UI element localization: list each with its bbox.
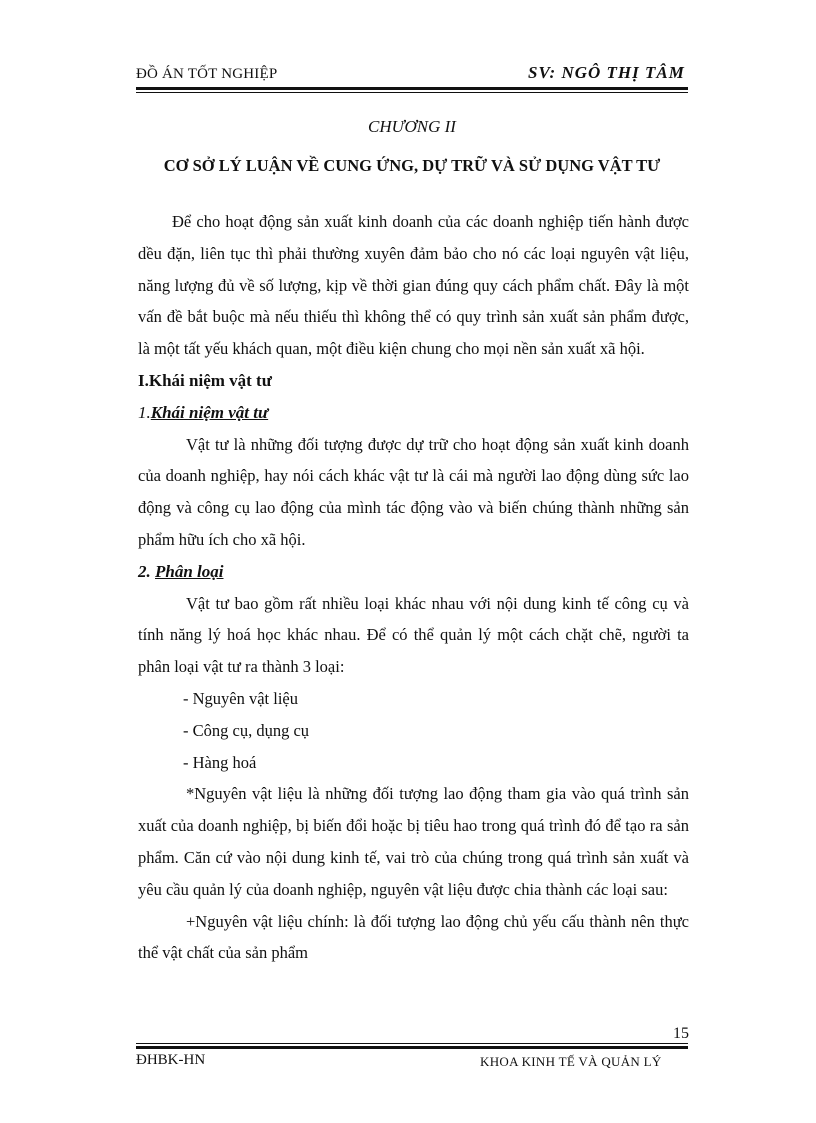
list-item: - Hàng hoá — [183, 752, 257, 772]
header-right-author: SV: NGÔ THỊ TÂM — [528, 63, 685, 82]
footer-rule-thin — [136, 1043, 688, 1044]
body-text — [138, 206, 689, 969]
subsection-number: 2. — [138, 561, 151, 581]
header-rule-thin — [136, 92, 688, 93]
list-item: - Nguyên vật liệu — [183, 688, 299, 708]
subsection-number: 1. — [138, 402, 151, 422]
page-number: 15 — [673, 1025, 689, 1042]
list-item: - Công cụ, dụng cụ — [183, 720, 310, 740]
subsection-heading-1 — [138, 397, 689, 429]
header-left: ĐỒ ÁN TỐT NGHIỆP — [136, 66, 278, 82]
footer-right: KHOA KINH TẾ VÀ QUẢN LÝ — [480, 1054, 662, 1069]
footer-rule-thick — [136, 1046, 688, 1049]
paragraph-definition: Vật tư là những đối tượng được dự trữ cho hoạt động sản xuất kinh doanh của doanh nghiệp, hay nói cách khác vật tư là cái mà người lao động dùng sức lao động và công cụ lao động của mình tác động vào và biến chúng thành những sản phẩm hữu ích cho xã hội. — [138, 434, 689, 549]
subsection-heading-2 — [138, 556, 689, 588]
chapter-label: CHƯƠNG II — [368, 117, 456, 136]
header-rule-thick — [136, 87, 688, 90]
subsection-title: Phân loại — [155, 561, 224, 581]
section-heading: I.Khái niệm vật tư — [138, 370, 272, 390]
chapter-title: CƠ SỞ LÝ LUẬN VỀ CUNG ỨNG, DỰ TRỮ VÀ SỬ DỤNG VẬT TƯ — [163, 156, 661, 175]
paragraph-materials: *Nguyên vật liệu là những đối tượng lao động tham gia vào quá trình sản xuất của doanh nghiệp, bị biến đổi hoặc bị tiêu hao trong quá trình đó để tạo ra sản phẩm. Căn cứ vào nội dung kinh tế, vai trò của chúng trong quá trình sản xuất và yêu cầu quản lý của doanh nghiệp, nguyên vật liệu được chia thành các loại sau: — [138, 784, 689, 899]
paragraph-classification: Vật tư bao gồm rất nhiều loại khác nhau với nội dung kinh tế công cụ và tính năng lý hoá học khác nhau. Để có thể quản lý một cách chặt chẽ, người ta phân loại vật tư ra thành 3 loại: — [138, 593, 689, 677]
footer-left: ĐHBK-HN — [136, 1052, 206, 1068]
subsection-title: Khái niệm vật tư — [150, 402, 269, 422]
intro-paragraph: Để cho hoạt động sản xuất kinh doanh của các doanh nghiệp tiến hành được dều đặn, liên tục thì phải thường xuyên đảm bảo cho nó các loại nguyên vật liệu, năng lượng đủ về số lượng, kịp về thời gian đúng quy cách phẩm chất. Đây là một vấn đề bắt buộc mà nếu thiếu thì không thể có quy trình sản xuất sản phẩm được, là một tất yếu khách quan, một điều kiện chung cho mọi nền sản xuất xã hội. — [138, 212, 689, 359]
paragraph-main-materials: +Nguyên vật liệu chính: là đối tượng lao động chủ yếu cấu thành nên thực thể vật chất của sản phẩm — [138, 911, 689, 963]
